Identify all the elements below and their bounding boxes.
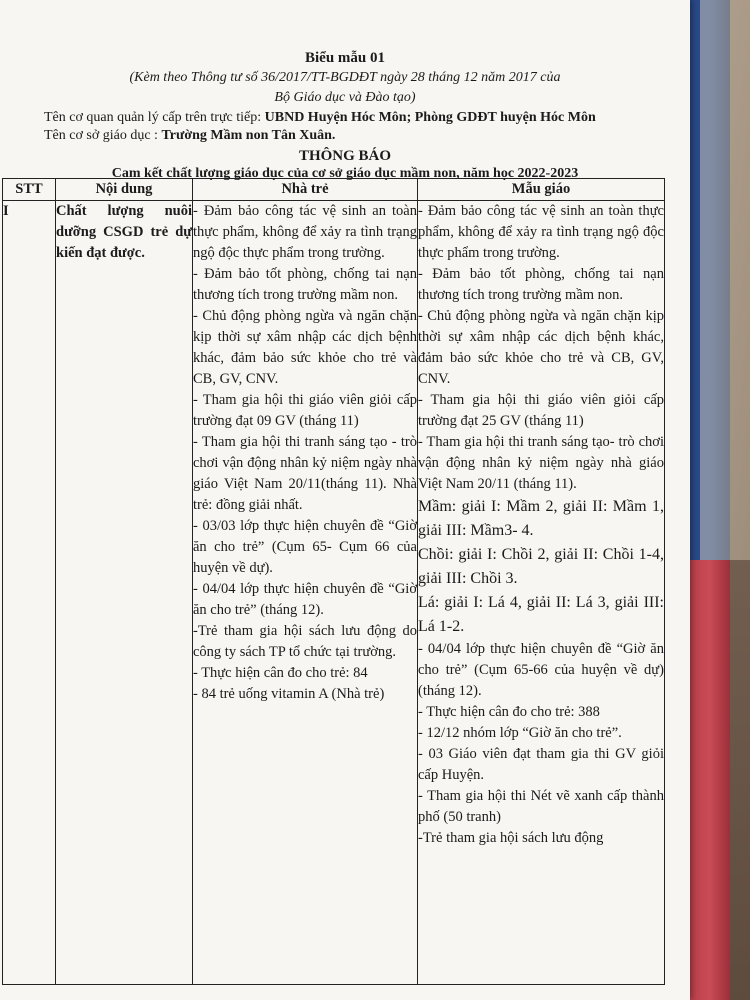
nha-tre-item: -Trẻ tham gia hội sách lưu động do công ty sách TP tổ chức tại trường. bbox=[193, 623, 417, 660]
mau-giao-item: - 04/04 lớp thực hiện chuyên đề “Giờ ăn cho trẻ” (Cụm 65-66 của huyện về dự) (tháng 12). bbox=[418, 641, 664, 699]
mau-giao-item: Lá: giải I: Lá 4, giải II: Lá 3, giải III: Lá 1-2. bbox=[418, 594, 664, 635]
school-label: Tên cơ sở giáo dục : bbox=[44, 128, 162, 143]
mau-giao-item: - Đảm bảo tốt phòng, chống tai nạn thương tích trong trường mầm non. bbox=[418, 266, 664, 303]
managing-agency-label: Tên cơ quan quản lý cấp trên trực tiếp: bbox=[44, 110, 265, 125]
mau-giao-item: -Trẻ tham gia hội sách lưu động bbox=[418, 830, 604, 846]
nha-tre-item: - Tham gia hội thi tranh sáng tạo - trò chơi vận động nhân kỷ niệm ngày nhà giáo Việt Nam 20/11(tháng 11). Nhà trẻ: đồng giải nhất. bbox=[193, 434, 417, 513]
cream-folder bbox=[700, 0, 750, 560]
managing-agency-value: UBND Huyện Hóc Môn; Phòng GDĐT huyện Hóc Môn bbox=[264, 110, 596, 125]
cell-stt: I bbox=[3, 201, 56, 985]
commitment-table bbox=[2, 178, 665, 985]
school-name bbox=[44, 128, 335, 144]
managing-agency bbox=[44, 110, 596, 126]
attached-note-line1: (Kèm theo Thông tư số 36/2017/TT-BGDĐT ngày 28 tháng 12 năm 2017 của bbox=[129, 70, 561, 85]
nha-tre-item: - Tham gia hội thi giáo viên giỏi cấp trường đạt 09 GV (tháng 11) bbox=[193, 392, 417, 429]
notice-title: THÔNG BÁO bbox=[298, 148, 392, 164]
nha-tre-item: - Thực hiện cân đo cho trẻ: 84 bbox=[193, 665, 368, 681]
table-header-row bbox=[3, 179, 665, 201]
nha-tre-item: - Đảm bảo công tác vệ sinh an toàn thực phẩm, không để xảy ra tình trạng ngộ độc thực phẩm trong trường. bbox=[193, 203, 417, 261]
column-header-noi-dung: Nội dung bbox=[56, 179, 193, 201]
notice-subtitle: Cam kết chất lượng giáo dục của cơ sở giáo dục mầm non, năm học 2022-2023 bbox=[111, 166, 579, 181]
column-header-nha-tre: Nhà trẻ bbox=[193, 179, 418, 201]
nha-tre-item: - 84 trẻ uống vitamin A (Nhà trẻ) bbox=[193, 686, 385, 702]
mau-giao-item: - Tham gia hội thi giáo viên giỏi cấp trường đạt 25 GV (tháng 11) bbox=[418, 392, 664, 429]
nha-tre-item: - 04/04 lớp thực hiện chuyên đề “Giờ ăn cho trẻ” (tháng 12). bbox=[193, 581, 417, 618]
cell-noi-dung: Chất lượng nuôi dưỡng CSGD trẻ dự kiến đạt được. bbox=[56, 201, 193, 985]
mau-giao-item: - Tham gia hội thi tranh sáng tạo- trò chơi vận động nhân kỷ niệm ngày nhà giáo Việt Nam 20/11 (tháng 11). bbox=[418, 434, 664, 492]
attached-note-line2: Bộ Giáo dục và Đào tạo) bbox=[274, 90, 416, 105]
cell-mau-giao bbox=[418, 201, 665, 985]
nha-tre-item: - 03/03 lớp thực hiện chuyên đề “Giờ ăn cho trẻ” (Cụm 65- Cụm 66 của huyện về dự). bbox=[193, 518, 417, 576]
mau-giao-item: - Đảm bảo công tác vệ sinh an toàn thực phẩm, không để xảy ra tình trạng ngộ độc thực phẩm trong trường. bbox=[418, 203, 664, 261]
mau-giao-item: - 03 Giáo viên đạt tham gia thi GV giỏi cấp Huyện. bbox=[418, 746, 664, 783]
school-value: Trường Mầm non Tân Xuân. bbox=[161, 128, 336, 143]
mau-giao-item: Chồi: giải I: Chồi 2, giải II: Chồi 1-4, giải III: Chồi 3. bbox=[418, 546, 664, 587]
nha-tre-item: - Đảm bảo tốt phòng, chống tai nạn thương tích trong trường mầm non. bbox=[193, 266, 417, 303]
mau-giao-item: - Chủ động phòng ngừa và ngăn chặn kịp thời sự xâm nhập các dịch bệnh khác, đảm bảo sức khỏe cho trẻ và CB, GV, CNV. bbox=[418, 308, 664, 387]
mau-giao-item: - Tham gia hội thi Nét vẽ xanh cấp thành phố (50 tranh) bbox=[418, 788, 664, 825]
nha-tre-item: - Chủ động phòng ngừa và ngăn chặn kịp thời sự xâm nhập các dịch bệnh khác, đảm bảo sức khỏe cho trẻ và CB, GV, CNV. bbox=[193, 308, 417, 387]
column-header-mau-giao: Mẫu giáo bbox=[418, 179, 665, 201]
column-header-stt: STT bbox=[3, 179, 56, 201]
mau-giao-item: - 12/12 nhóm lớp “Giờ ăn cho trẻ”. bbox=[418, 725, 622, 741]
form-title: Biểu mẫu 01 bbox=[304, 50, 385, 66]
mau-giao-item: Mầm: giải I: Mầm 2, giải II: Mầm 1, giải III: Mầm3- 4. bbox=[418, 498, 664, 539]
table-row bbox=[3, 201, 665, 985]
mau-giao-item: - Thực hiện cân đo cho trẻ: 388 bbox=[418, 704, 600, 720]
cell-nha-tre bbox=[193, 201, 418, 985]
